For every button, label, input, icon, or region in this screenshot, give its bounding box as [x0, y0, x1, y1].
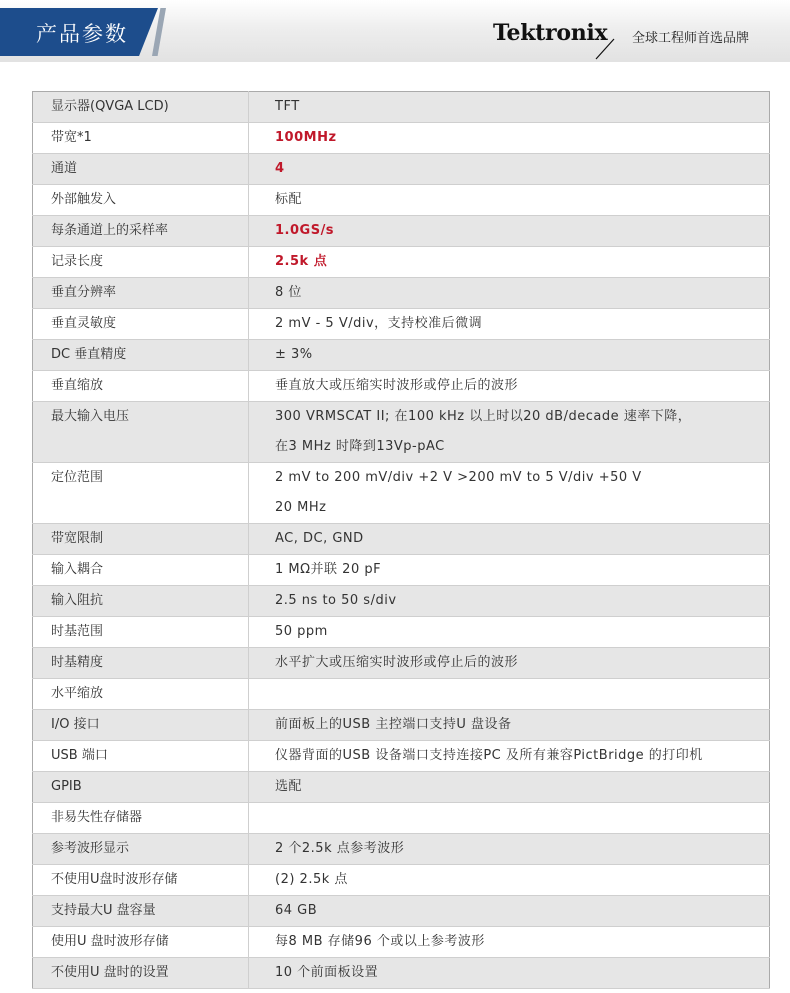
table-row [33, 278, 770, 309]
spec-label: 垂直灵敏度 [33, 309, 249, 340]
spec-label: 定位范围 [33, 463, 249, 524]
logo-swash-icon [595, 38, 615, 60]
spec-value [249, 803, 770, 834]
spec-label: 外部触发入 [33, 185, 249, 216]
table-row [33, 648, 770, 679]
table-row [33, 586, 770, 617]
table-row [33, 216, 770, 247]
table-row [33, 803, 770, 834]
spec-label: 输入耦合 [33, 555, 249, 586]
spec-label: 时基精度 [33, 648, 249, 679]
spec-value: 64 GB [249, 896, 770, 927]
table-row [33, 927, 770, 958]
spec-label: 每条通道上的采样率 [33, 216, 249, 247]
table-row [33, 185, 770, 216]
brand-slogan: 全球工程师首选品牌 [632, 31, 750, 46]
table-row [33, 247, 770, 278]
table-row [33, 402, 770, 463]
spec-label: DC 垂直精度 [33, 340, 249, 371]
spec-label: 记录长度 [33, 247, 249, 278]
spec-value: 2 mV to 200 mV/div +2 V >200 mV to 5 V/div +50 V 20 MHz [249, 463, 770, 524]
spec-label: 支持最大U 盘容量 [33, 896, 249, 927]
spec-value [249, 679, 770, 710]
table-row [33, 92, 770, 123]
table-row [33, 834, 770, 865]
spec-value: 4 [249, 154, 770, 185]
table-row [33, 710, 770, 741]
table-row [33, 772, 770, 803]
spec-label: 水平缩放 [33, 679, 249, 710]
spec-value: 2.5k 点 [249, 247, 770, 278]
spec-label: 垂直缩放 [33, 371, 249, 402]
table-row [33, 371, 770, 402]
spec-value: 2.5 ns to 50 s/div [249, 586, 770, 617]
spec-value: (2) 2.5k 点 [249, 865, 770, 896]
spec-value: 1.0GS/s [249, 216, 770, 247]
spec-value: 垂直放大或压缩实时波形或停止后的波形 [249, 371, 770, 402]
spec-value: 8 位 [249, 278, 770, 309]
header-banner [0, 0, 790, 62]
brand-logo: Tektronix [493, 20, 608, 46]
spec-value: 标配 [249, 185, 770, 216]
spec-value: 10 个前面板设置 [249, 958, 770, 989]
spec-label: 时基范围 [33, 617, 249, 648]
spec-value: 仪器背面的USB 设备端口支持连接PC 及所有兼容PictBridge 的打印机 [249, 741, 770, 772]
table-row [33, 958, 770, 989]
spec-label: 参考波形显示 [33, 834, 249, 865]
table-row [33, 555, 770, 586]
table-row [33, 463, 770, 524]
spec-label: GPIB [33, 772, 249, 803]
spec-value: 100MHz [249, 123, 770, 154]
spec-label: 最大输入电压 [33, 402, 249, 463]
spec-value: 前面板上的USB 主控端口支持U 盘设备 [249, 710, 770, 741]
spec-value: ± 3% [249, 340, 770, 371]
table-row [33, 123, 770, 154]
table-row [33, 154, 770, 185]
spec-label: 输入阻抗 [33, 586, 249, 617]
spec-value: 2 个2.5k 点参考波形 [249, 834, 770, 865]
spec-value: 每8 MB 存储96 个或以上参考波形 [249, 927, 770, 958]
page-title: 产品参数 [36, 22, 128, 46]
spec-label: 使用U 盘时波形存储 [33, 927, 249, 958]
table-row [33, 617, 770, 648]
spec-value: AC, DC, GND [249, 524, 770, 555]
spec-label: 通道 [33, 154, 249, 185]
spec-label: 显示器(QVGA LCD) [33, 92, 249, 123]
spec-label: 非易失性存储器 [33, 803, 249, 834]
spec-value: 选配 [249, 772, 770, 803]
table-row [33, 340, 770, 371]
spec-label: 带宽限制 [33, 524, 249, 555]
table-row [33, 524, 770, 555]
table-row [33, 865, 770, 896]
spec-label: 带宽*1 [33, 123, 249, 154]
table-row [33, 309, 770, 340]
table-row [33, 679, 770, 710]
spec-value: 300 VRMSCAT II; 在100 kHz 以上时以20 dB/decade 速率下降， 在3 MHz 时降到13Vp-pAC [249, 402, 770, 463]
table-row [33, 896, 770, 927]
spec-value: 2 mV - 5 V/div，支持校准后微调 [249, 309, 770, 340]
spec-value: 水平扩大或压缩实时波形或停止后的波形 [249, 648, 770, 679]
spec-label: 垂直分辨率 [33, 278, 249, 309]
spec-value: 1 MΩ并联 20 pF [249, 555, 770, 586]
table-row [33, 741, 770, 772]
spec-label: I/O 接口 [33, 710, 249, 741]
spec-label: USB 端口 [33, 741, 249, 772]
spec-value: 50 ppm [249, 617, 770, 648]
spec-label: 不使用U盘时波形存储 [33, 865, 249, 896]
spec-table [32, 91, 770, 989]
spec-label: 不使用U 盘时的设置 [33, 958, 249, 989]
spec-value: TFT [249, 92, 770, 123]
